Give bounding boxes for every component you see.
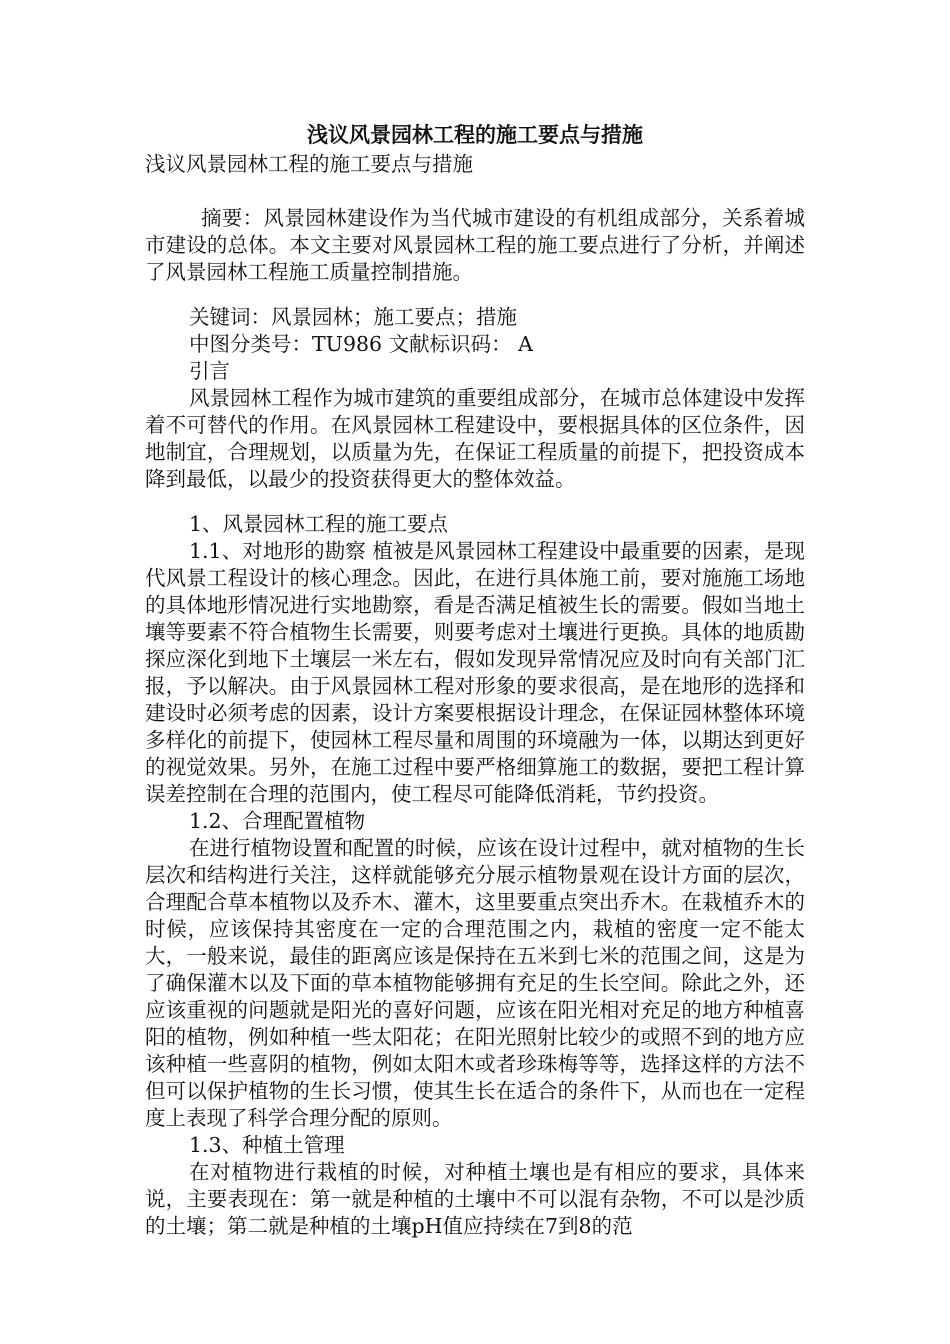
- section-1-3-paragraph: 在对植物进行栽植的时候，对种植土壤也是有相应的要求，具体来说，主要表现在：第一就是种植的土壤中不可以混有杂物，不可以是沙质的土壤；第二就是种植的土壤pH值应持续在7到8的范: [145, 1160, 805, 1238]
- section-heading-1: 1、风景园林工程的施工要点: [189, 512, 449, 536]
- abstract-paragraph: 摘要：风景园林建设作为当代城市建设的有机组成部分，关系着城市建设的总体。本文主要对风景园林工程的施工要点进行了分析，并阐述了风景园林工程施工质量控制措施。: [145, 206, 805, 284]
- document-title: 浅议风景园林工程的施工要点与措施: [307, 122, 643, 147]
- document-subtitle: 浅议风景园林工程的施工要点与措施: [145, 152, 473, 176]
- section-1-2-paragraph: 在进行植物设置和配置的时候，应该在设计过程中，就对植物的生长层次和结构进行关注，这样就能够充分展示植物景观在设计方面的层次，合理配合草本植物以及乔木、灌木，这里要重点突出乔木。在栽植乔木的时候，应该保持其密度在一定的合理范围之内，栽植的密度一定不能太大，一般来说，最佳的距离应该是保持在五米到七米的范围之间，这是为了确保灌木以及下面的草本植物能够拥有充足的生长空间。除此之外，还应该重视的问题就是阳光的喜好问题，应该在阳光相对充足的地方种植喜阳的植物，例如种植一些太阳花；在阳光照射比较少的或照不到的地方应该种植一些喜阴的植物，例如太阳木或者珍珠梅等等，选择这样的方法不但可以保护植物的生长习惯，使其生长在适合的条件下，从而也在一定程度上表现了科学合理分配的原则。: [145, 836, 805, 1130]
- section-heading-1-3: 1.3、种植土管理: [189, 1133, 345, 1157]
- spacer: [145, 178, 805, 205]
- document-page: [145, 120, 805, 1240]
- section-heading-1-2: 1.2、合理配置植物: [189, 809, 366, 833]
- spacer: [145, 493, 805, 511]
- intro-paragraph: 风景园林工程作为城市建筑的重要组成部分，在城市总体建设中发挥着不可替代的作用。在风景园林工程建设中，要根据具体的区位条件，因地制宜，合理规划，以质量为先，在保证工程质量的前提下，把投资成本降到最低，以最少的投资获得更大的整体效益。: [145, 386, 805, 491]
- section-1-1-paragraph: 1.1、对地形的勘察 植被是风景园林工程建设中最重要的因素，是现代风景工程设计的核心理念。因此，在进行具体施工前，要对施施工场地的具体地形情况进行实地勘察，看是否满足植被生长的需要。假如当地土壤等要素不符合植物生长需要，则要考虑对土壤进行更换。具体的地质勘探应深化到地下土壤层一米左右，假如发现异常情况应及时向有关部门汇报，予以解决。由于风景园林工程对形象的要求很高，是在地形的选择和建设时必须考虑的因素，设计方案要根据设计理念，在保证园林整体环境多样化的前提下，使园林工程尽量和周围的环境融为一体，以期达到更好的视觉效果。另外，在施工过程中要严格细算施工的数据，要把工程计算误差控制在合理的范围内，使工程尽可能降低消耗，节约投资。: [145, 539, 805, 806]
- spacer: [145, 286, 805, 304]
- classification-line: 中图分类号：TU986 文献标识码： A: [189, 332, 533, 356]
- intro-heading: 引言: [189, 359, 230, 383]
- keywords-line: 关键词：风景园林；施工要点；措施: [189, 305, 517, 329]
